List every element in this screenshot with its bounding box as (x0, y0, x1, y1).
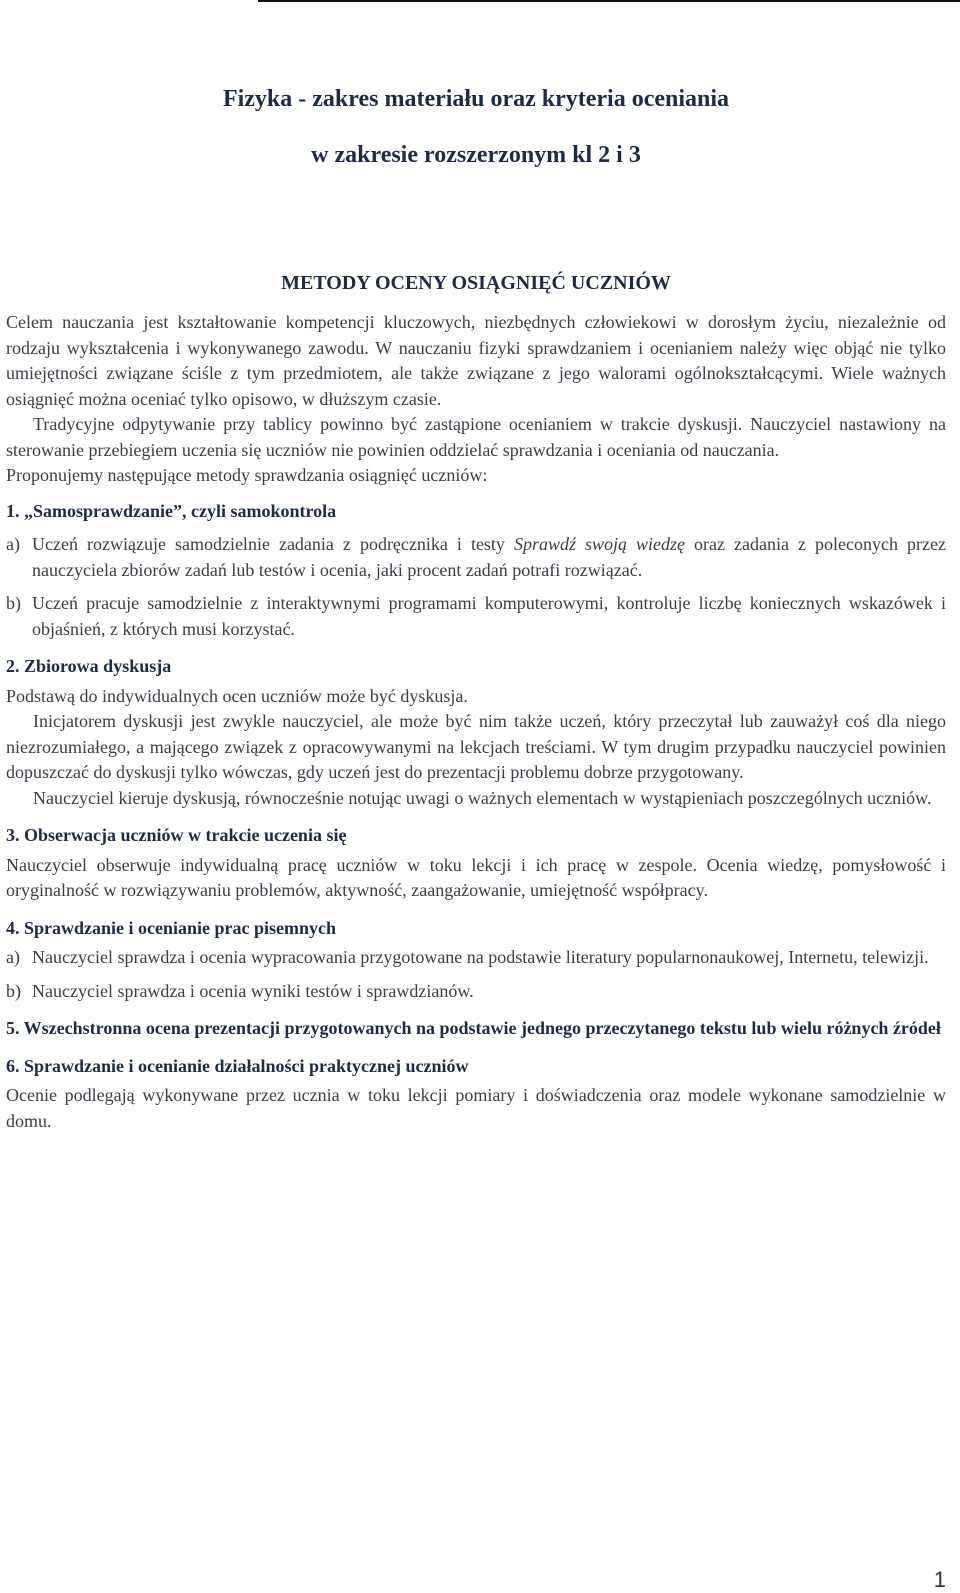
section-2-paragraph: Inicjatorem dyskusji jest zwykle nauczyciel, ale może być nim także uczeń, który przeczytał lub zauważył coś dla niego niezrozumiałego, a mającego związek z opracowywanymi na lekcjach treściami. W tym drugim przypadku nauczyciel powinien dopuszczać do dyskusji tylko wówczas, gdy uczeń jest do prezentacji problemu dobrze przygotowany. (6, 711, 946, 782)
page-number: 1 (933, 1567, 946, 1592)
document-title: Fizyka - zakres materiału oraz kryteria oceniania (222, 86, 730, 112)
section-1-item-b (6, 591, 946, 642)
item-text: Nauczyciel sprawdza i ocenia wyniki testów i sprawdzianów. (32, 980, 474, 1001)
section-title-3: 3. Obserwacja uczniów w trakcie uczenia się (6, 825, 347, 845)
item-text: Uczeń rozwiązuje samodzielnie zadania z podręcznika i testy (32, 534, 514, 554)
item-text: oraz zadania z poleconych przez nauczyciela zbiorów zadań lub testów i ocenia, jaki procent zadań potrafi rozwiązać. (32, 534, 946, 580)
document-subtitle: w zakresie rozszerzonym kl 2 i 3 (311, 142, 641, 168)
item-label: a) (6, 947, 20, 967)
section-title-6: 6. Sprawdzanie i ocenianie działalności praktycznej uczniów (6, 1055, 469, 1076)
item-label: b) (6, 593, 21, 613)
section-4-item-b (6, 979, 946, 1005)
page-body (6, 84, 946, 1134)
intro-paragraph: Celem nauczania jest kształtowanie kompetencji kluczowych, niezbędnych człowiekowi w dorosłym życiu, niezależnie od rodzaju wykształcenia i wykonywanego zawodu. W nauczaniu fizyki sprawdzaniem i ocenianiem należy więc objąć nie tylko umiejętności związane ściśle z tym przedmiotem, ale także związane z jego walorami ogólnokształcącymi. Wiele ważnych osiągnięć można oceniać tylko opisowo, w dłuższym czasie. (6, 312, 946, 409)
item-text: Uczeń pracuje samodzielnie z interaktywnymi programami komputerowymi, kontroluje liczbę koniecznych wskazówek i objaśnień, z których musi korzystać. (32, 593, 946, 639)
intro-paragraph: Tradycyjne odpytywanie przy tablicy powinno być zastąpione ocenianiem w trakcie dyskusji. Nauczyciel nastawiony na sterowanie przebiegiem uczenia się uczniów nie powinien oddzielać sprawdzania i oceniania od nauczania. (6, 414, 946, 460)
section-title-1: 1. „Samosprawdzanie”, czyli samokontrola (6, 500, 337, 521)
item-text: Nauczyciel sprawdza i ocenia wypracowania przygotowane na podstawie literatury popularnonaukowej, Internetu, telewizji. (32, 947, 929, 967)
item-label: a) (6, 534, 20, 554)
item-text-italic: Sprawdź swoją wiedzę (513, 534, 686, 554)
section-title-4: 4. Sprawdzanie i ocenianie prac pisemnych (6, 917, 337, 938)
section-2-paragraph: Podstawą do indywidualnych ocen uczniów może być dyskusja. (6, 685, 468, 706)
section-title-5: 5. Wszechstronna ocena prezentacji przygotowanych na podstawie jednego przeczytanego tekstu lub wielu różnych źródeł (6, 1018, 941, 1038)
section-heading-methods: METODY OCENY OSIĄGNIĘĆ UCZNIÓW (281, 272, 671, 294)
section-2-paragraph: Nauczyciel kieruje dyskusją, równocześnie notując uwagi o ważnych elementach w wystąpieniach poszczególnych uczniów. (33, 787, 932, 808)
section-4-item-a (6, 945, 946, 971)
top-rule (258, 0, 960, 2)
section-6-paragraph: Ocenie podlegają wykonywane przez ucznia w toku lekcji pomiary i doświadczenia oraz modele wykonane samodzielnie w domu. (6, 1085, 946, 1131)
intro-paragraph: Proponujemy następujące metody sprawdzania osiągnięć uczniów: (6, 465, 488, 485)
section-title-2: 2. Zbiorowa dyskusja (6, 656, 172, 676)
section-3-paragraph: Nauczyciel obserwuje indywidualną pracę uczniów w toku lekcji i ich pracę w zespole. Ocenia wiedzę, pomysłowość i oryginalność w rozwiązywaniu problemów, aktywność, zaangażowanie, umiejętność współpracy. (6, 854, 946, 900)
section-1-item-a (6, 532, 946, 583)
item-label: b) (6, 980, 21, 1001)
